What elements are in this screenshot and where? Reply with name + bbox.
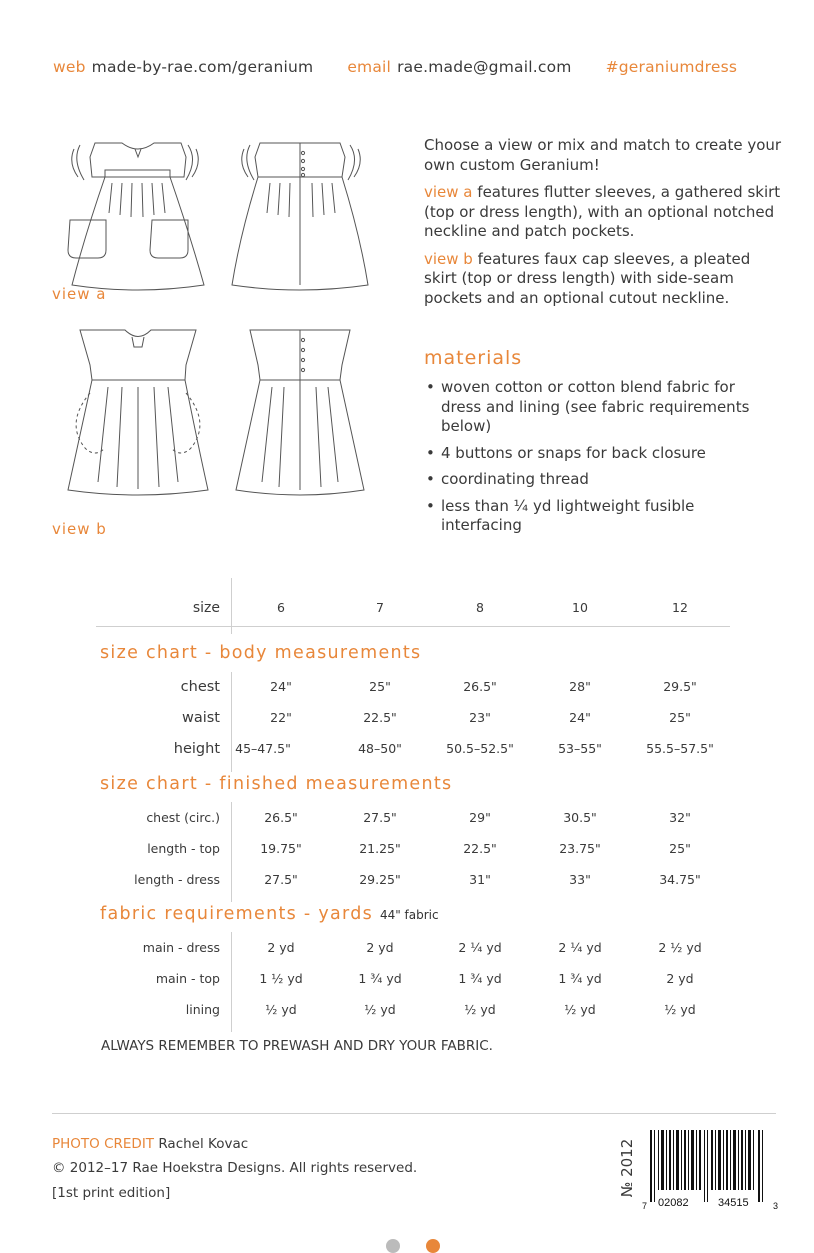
dress-illustrations [40, 125, 380, 525]
photo-credit [52, 1136, 248, 1152]
size-7: 7 [376, 600, 384, 615]
table-row: lining ½ yd ½ yd ½ yd ½ yd ½ yd [185, 1002, 696, 1017]
view-b-name: view b [424, 249, 473, 268]
footer-rule [52, 1113, 776, 1114]
barcode-left-digit: 7 [642, 1201, 648, 1210]
materials-list [424, 378, 774, 543]
size-header-row [0, 600, 814, 620]
email-label: email [347, 58, 392, 76]
copyright: © 2012–17 Rae Hoekstra Designs. All rights reserved. [52, 1160, 418, 1176]
table-row: main - top 1 ½ yd 1 ¾ yd 1 ¾ yd 1 ¾ yd 2 yd [155, 971, 694, 986]
view-a-name: view a [424, 183, 473, 201]
size-10: 10 [572, 600, 588, 615]
view-a-text: features flutter sleeves, a gathered skirt (top or dress length), with an optional notched neckline and patch pockets. [424, 183, 781, 240]
view-b-text: features faux cap sleeves, a pleated skirt (top or dress length) with side-seam pockets and an optional cutout neckline. [424, 249, 751, 307]
edition: [1st print edition] [52, 1185, 171, 1201]
barcode-digits-1: 02082 [658, 1197, 689, 1209]
size-header-rule [96, 626, 730, 627]
body-measurements-title: size chart - body measurements [100, 643, 422, 663]
view-a-back-illustration [232, 143, 368, 290]
table-row: height 45–47.5" 48–50" 50.5–52.5" 53–55" 55.5–57.5" [173, 741, 714, 757]
fabric-requirements-title: fabric requirements - yards 44" fabric [100, 904, 439, 924]
table-row: chest 24" 25" 26.5" 28" 29.5" [180, 679, 697, 695]
contact-header [53, 58, 743, 76]
table-row: length - top 19.75" 21.25" 22.5" 23.75" 25" [147, 841, 691, 856]
view-b-front-illustration [68, 330, 208, 495]
view-b-description [424, 250, 784, 309]
view-b-label: view b [52, 520, 107, 538]
web-label: web [53, 58, 86, 76]
page-dot[interactable] [386, 1239, 400, 1253]
view-a-description [424, 183, 784, 242]
barcode-digits-2: 34515 [718, 1197, 749, 1209]
intro-text [424, 136, 784, 316]
photo-credit-label: PHOTO CREDIT [52, 1136, 155, 1152]
barcode-right-digit: 3 [773, 1201, 779, 1210]
table-row: length - dress 27.5" 29.25" 31" 33" 34.75" [134, 872, 701, 887]
prewash-notice: ALWAYS REMEMBER TO PREWASH AND DRY YOUR FABRIC. [101, 1038, 493, 1054]
barcode [638, 1130, 788, 1210]
intro-line: Choose a view or mix and match to create your own custom Geranium! [424, 136, 782, 174]
pattern-number: № 2012 [618, 1138, 636, 1198]
size-12: 12 [672, 600, 688, 615]
materials-title: materials [424, 347, 523, 369]
materials-item: • woven cotton or cotton blend fabric for dress and lining (see fabric requirements below) [426, 378, 750, 435]
page-dot-active[interactable] [426, 1239, 440, 1253]
table-row: waist 22" 22.5" 23" 24" 25" [181, 710, 691, 726]
size-6: 6 [277, 600, 285, 615]
photo-credit-name: Rachel Kovac [158, 1136, 249, 1152]
materials-item: • 4 buttons or snaps for back closure [426, 443, 706, 462]
view-b-back-illustration [236, 330, 364, 495]
size-8: 8 [476, 600, 484, 615]
size-label: size [192, 600, 220, 616]
view-a-label: view a [52, 285, 107, 303]
finished-measurements-title: size chart - finished measurements [100, 774, 453, 794]
table-row: chest (circ.) 26.5" 27.5" 29" 30.5" 32" [146, 810, 691, 825]
view-a-front-illustration [68, 143, 204, 290]
fabric-width: 44" fabric [379, 908, 439, 922]
materials-item: • less than ¼ yd lightweight fusible interfacing [426, 496, 695, 534]
table-row: main - dress 2 yd 2 yd 2 ¼ yd 2 ¼ yd 2 ½ yd [142, 940, 702, 955]
materials-item: • coordinating thread [426, 470, 589, 488]
email-address[interactable]: rae.made@gmail.com [397, 58, 572, 76]
hashtag[interactable]: #geraniumdress [605, 58, 738, 76]
web-url[interactable]: made-by-rae.com/geranium [91, 58, 314, 76]
